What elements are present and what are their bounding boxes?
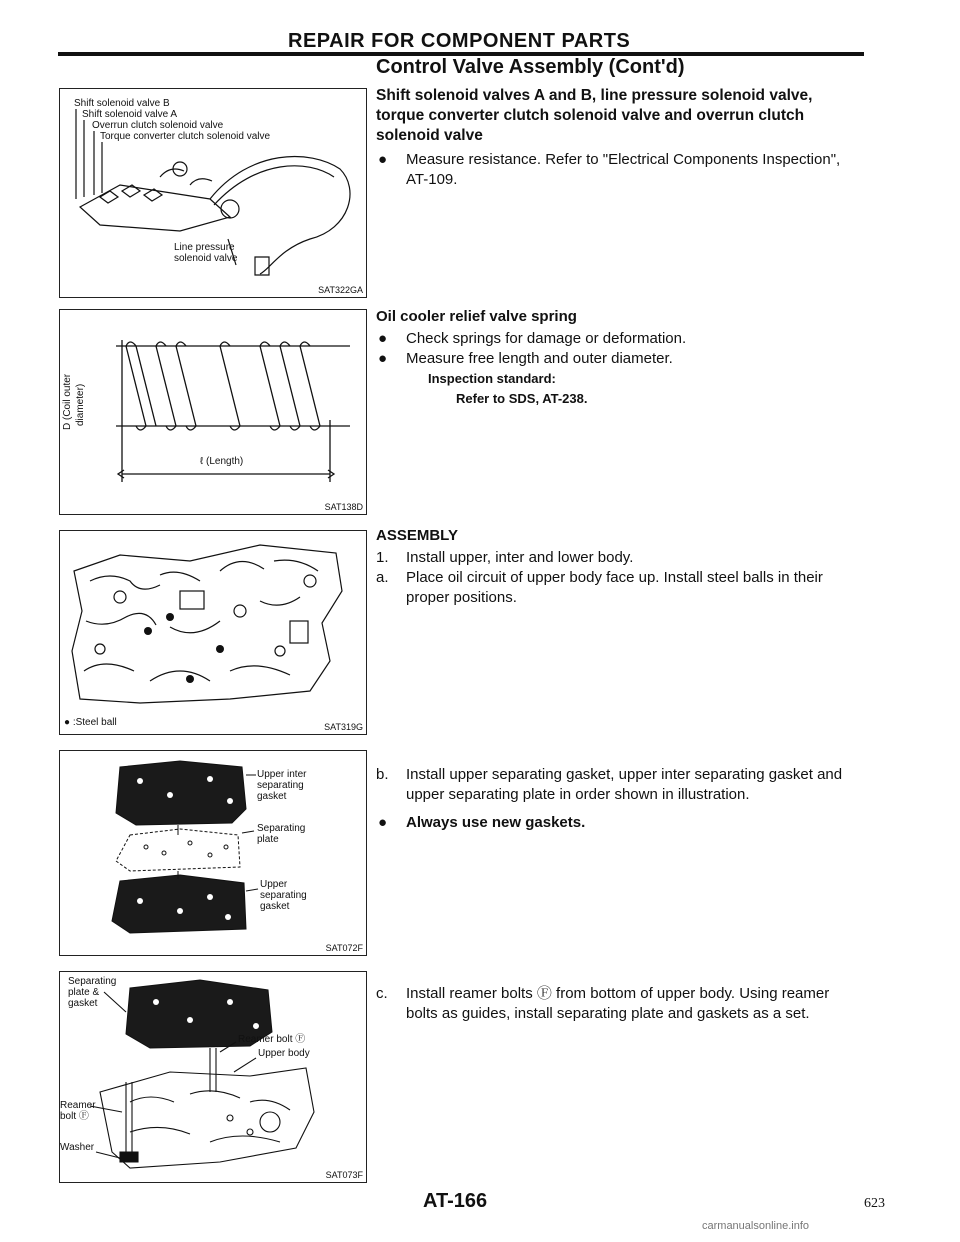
figure-steel-balls [59,530,367,735]
page-number: 623 [864,1196,885,1211]
assembly-step-1-number: 1. [376,549,389,566]
fig1-label-line-pressure-2: solenoid valve [174,253,238,264]
fig1-code: SAT322GA [318,285,363,295]
gasket-stack-drawing [60,751,366,955]
fig5-label-separating-1: Separating [68,976,117,987]
assembly-step-c-text: Install reamer bolts Ⓕ from bottom of upper body. Using reamer bolts as guides, install separating plate and gaskets as a set. [406,985,830,1022]
fig4-label-upper-1: Upper [260,879,288,890]
fig1-label-overrun: Overrun clutch solenoid valve [92,120,224,131]
fig5-label-upper-body: Upper body [258,1048,310,1059]
fig4-label-separating-2: plate [257,834,279,845]
assembly-step-b-letter: b. [376,766,389,783]
assembly-step-b-section [376,765,862,833]
assembly-step-c-letter: c. [376,985,388,1002]
page-label: AT-166 [423,1190,488,1212]
reamer-bolt-drawing [60,972,366,1182]
assembly-step-b-text: Install upper separating gasket, upper inter separating gasket and upper separating plate in order shown in illustration. [406,766,843,803]
solenoid-heading: Shift solenoid valves A and B, line pressure solenoid valve, torque converter clutch solenoid valve and overrun clutch solenoid valve [376,87,813,144]
fig4-code: SAT072F [325,943,363,953]
assembly-step-a-text: Place oil circuit of upper body face up. Install steel balls in their proper positions. [406,569,823,606]
fig5-label-reamer-bolt-top: Reamer bolt Ⓕ [238,1034,306,1045]
spring-standard-label: Inspection standard: [428,371,556,386]
assembly-step-1 [376,548,862,568]
solenoid-valve-drawing [60,89,366,297]
fig4-label-separating-1: Separating [257,823,306,834]
fig5-label-reamer-1: Reamer [60,1100,96,1111]
fig4-label-upper-inter-3: gasket [257,791,287,802]
fig1-label-torque: Torque converter clutch solenoid valve [100,131,271,142]
fig5-label-separating-2: plate & [68,987,100,998]
assembly-step-a-letter: a. [376,569,389,586]
spring-heading: Oil cooler relief valve spring [376,308,577,325]
fig5-label-reamer-2: bolt Ⓕ [60,1111,89,1122]
fig4-label-upper-inter-1: Upper inter [257,769,307,780]
fig1-label-line-pressure: Line pressure [174,242,235,253]
fig4-label-upper-2: separating [260,890,307,901]
fig5-label-separating-3: gasket [68,998,98,1009]
solenoid-bullet-text: Measure resistance. Refer to "Electrical Components Inspection", AT-109. [406,151,841,188]
fig2-length-label: ℓ (Length) [200,456,244,467]
spring-bullet-1: ● Check springs for damage or deformation. [378,330,687,347]
fig3-legend: ● :Steel ball [64,717,117,728]
fig4-label-upper-3: gasket [260,901,290,912]
spring-bullet-2: ● Measure free length and outer diameter. [378,350,673,367]
assembly-section [376,526,862,608]
upper-body-drawing [60,531,366,734]
gasket-warning-bullet: ● Always use new gaskets. [378,814,586,831]
spring-bullet-1-text: Check springs for damage or deformation. [406,330,687,347]
gasket-warning-text: Always use new gaskets. [406,814,586,831]
spring-bullet-2-text: Measure free length and outer diameter. [406,350,673,367]
fig3-code: SAT319G [324,722,363,732]
assembly-step-b [376,765,862,805]
solenoid-bullet: ● Measure resistance. Refer to "Electrical Components Inspection", AT-109. [378,151,841,188]
fig5-label-washer: Washer [60,1142,95,1153]
figure-solenoid-valves [59,88,367,298]
spring-drawing [60,310,366,514]
figure-gasket-order [59,750,367,956]
spring-section [376,307,862,409]
assembly-step-1-text: Install upper, inter and lower body. [406,549,634,566]
fig2-code: SAT138D [324,502,363,512]
assembly-step-c [376,984,862,1024]
page-header: REPAIR FOR COMPONENT PARTS [288,30,631,52]
fig1-label-shift-b: Shift solenoid valve B [74,98,170,109]
assembly-heading: ASSEMBLY [376,527,458,544]
fig4-label-upper-inter-2: separating [257,780,304,791]
fig5-code: SAT073F [325,1170,363,1180]
assembly-step-a [376,568,862,608]
section-subtitle: Control Valve Assembly (Cont'd) [376,56,685,78]
solenoid-section [376,86,862,190]
spring-standard-value: Refer to SDS, AT-238. [456,391,588,406]
assembly-step-c-section [376,984,862,1024]
figure-reamer-bolts [59,971,367,1183]
fig2-axis-label-2: diameter) [75,383,86,426]
fig1-label-shift-a: Shift solenoid valve A [82,109,178,120]
fig2-axis-label-1: D (Coil outer [62,373,73,430]
watermark: carmanualsonline.info [702,1220,810,1232]
figure-spring [59,309,367,515]
